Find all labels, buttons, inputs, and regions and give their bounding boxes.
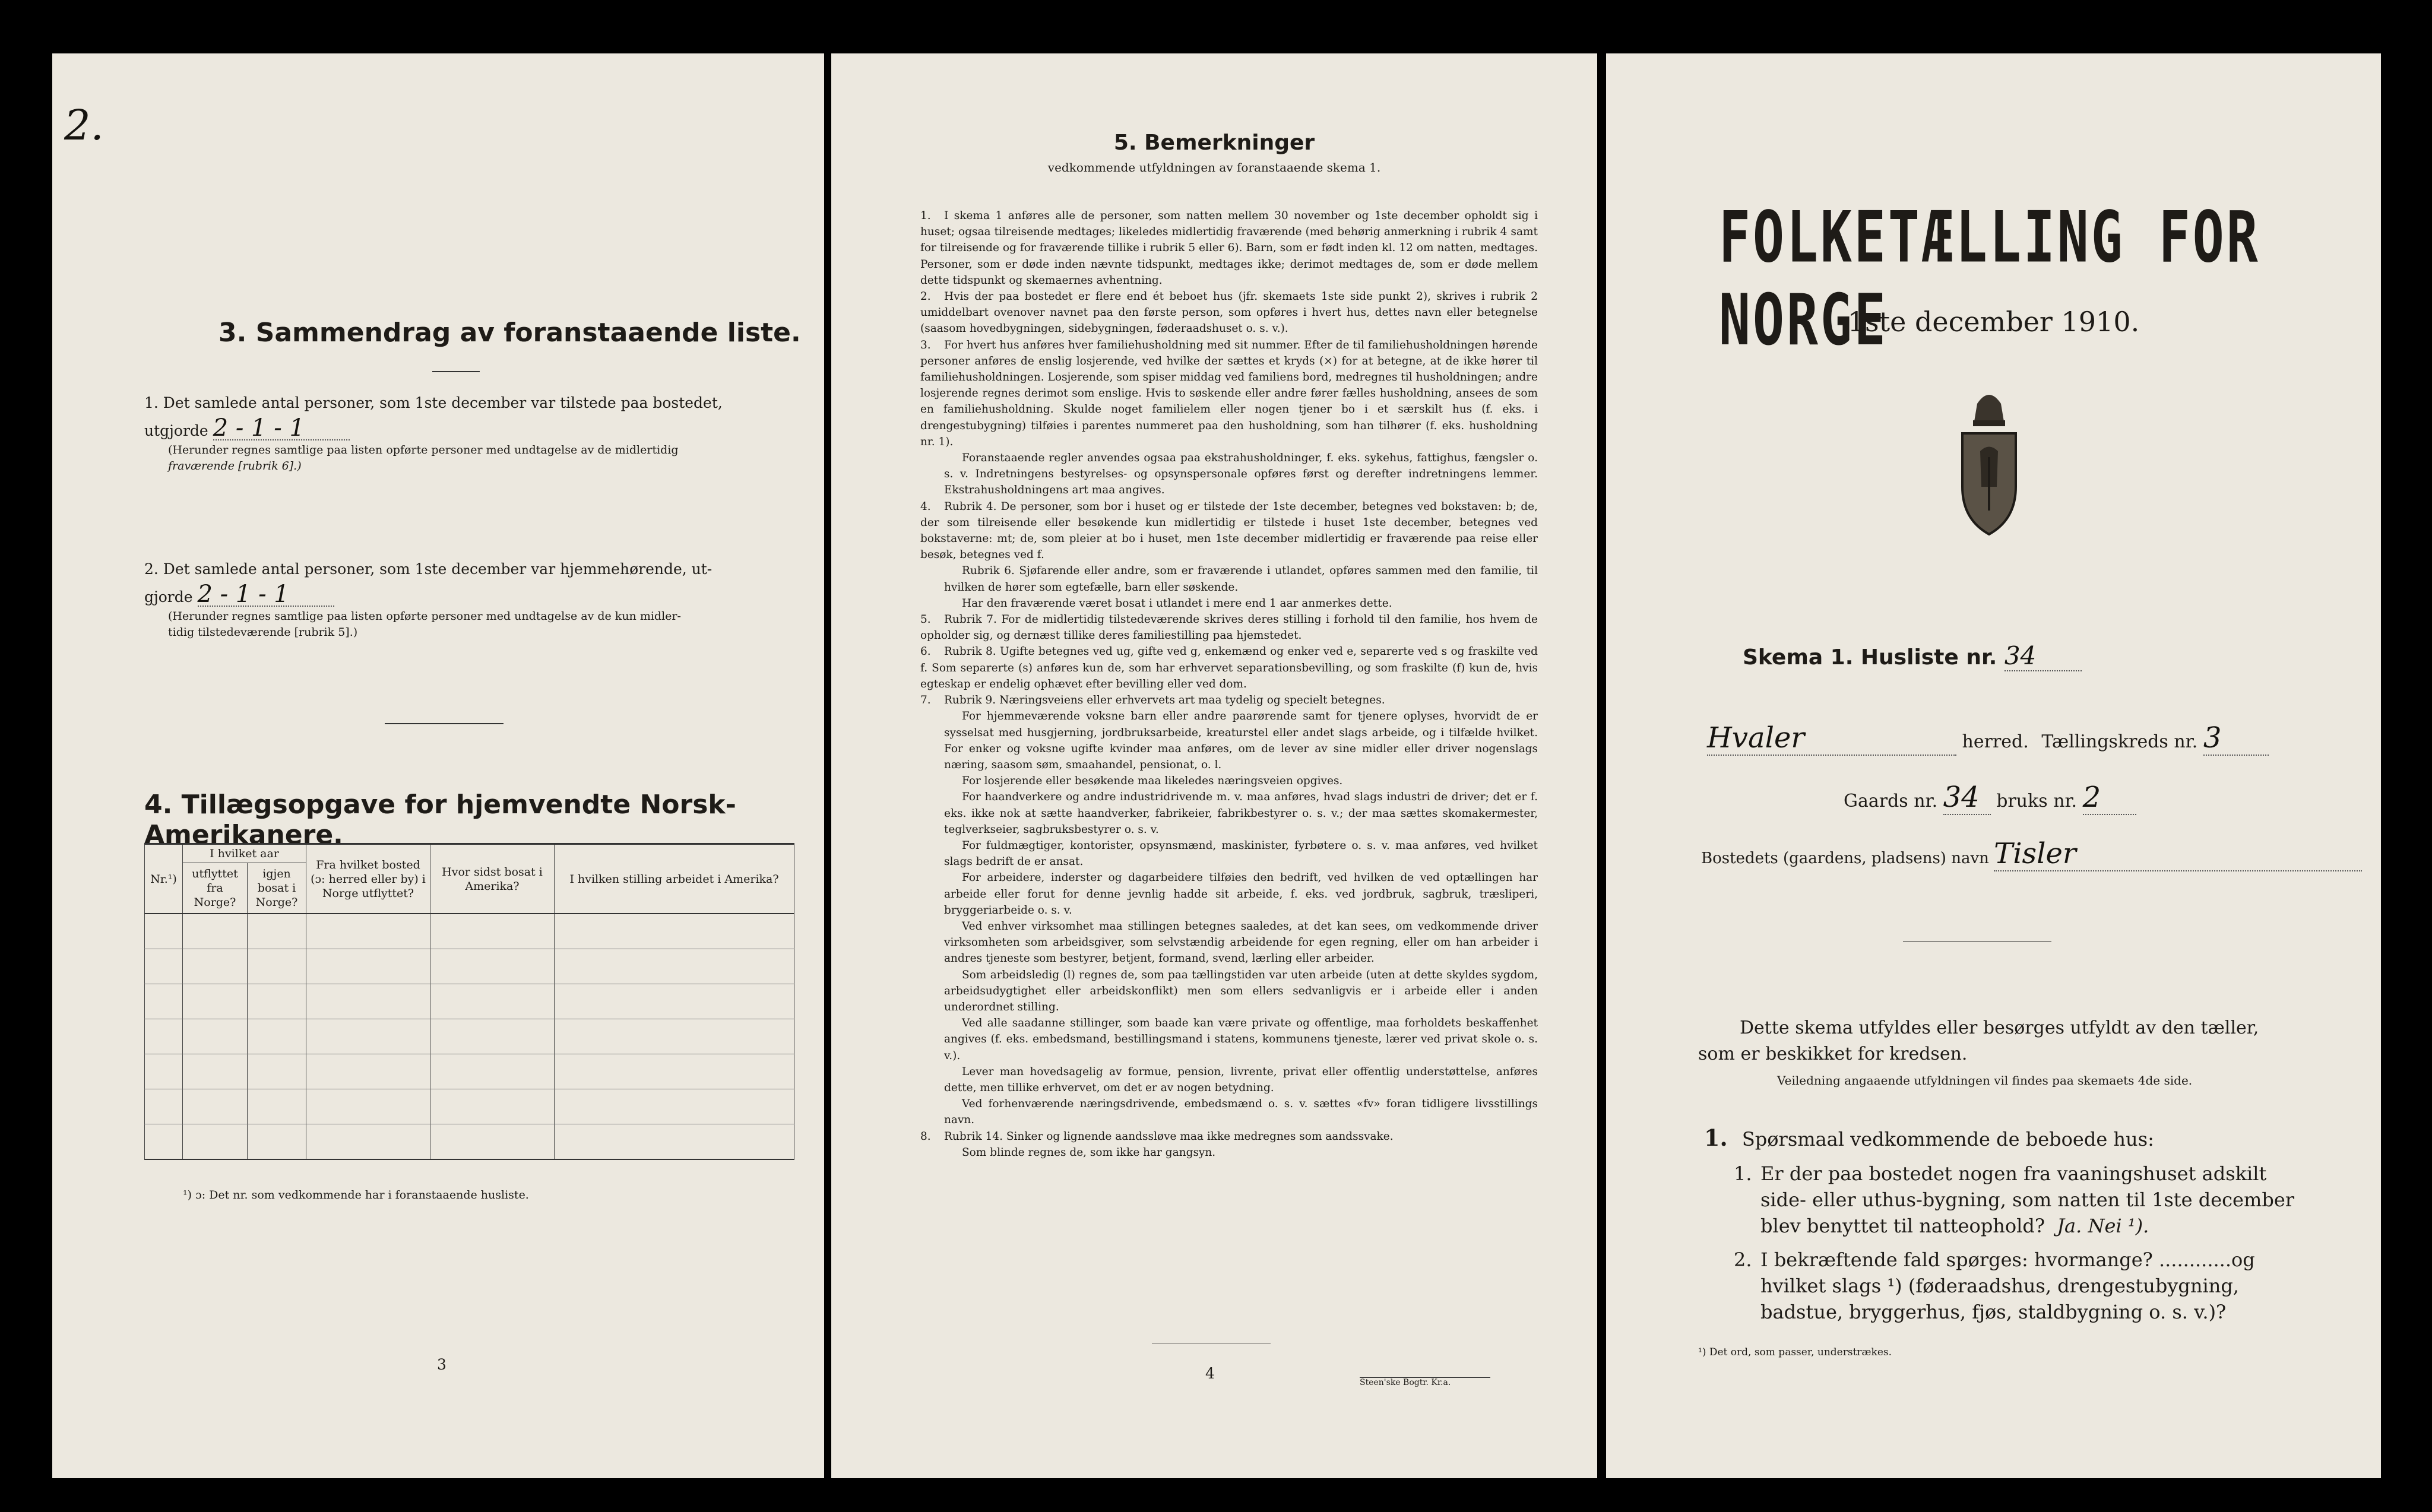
remark-text: Ved forhenværende næringsdrivende, embedsmænd o. s. v. sættes «fv» foran tidligere livsstillings navn. [944, 1098, 1538, 1127]
skema-line [1743, 641, 2082, 671]
remark-paragraph [920, 611, 1538, 644]
summary-item-2-text: 2. Det samlede antal personer, som 1ste december var hjemmehørende, ut- [144, 560, 712, 578]
census-title: FOLKETÆLLING FOR NORGE [1719, 196, 2260, 362]
questions-heading-num: 1. [1704, 1124, 1728, 1151]
question-2-text: I bekræftende fald spørges: hvormange? ............og hvilket slags ¹) (føderaadshus, drengestubygning, badstue, bryggerhus, fjøs, staldbygning o. s. v.)? [1760, 1248, 2255, 1323]
table-row [145, 984, 794, 1019]
remark-paragraph [920, 1145, 1538, 1161]
remark-paragraph [920, 870, 1538, 918]
remark-paragraph [920, 838, 1538, 870]
table-row [145, 1124, 794, 1160]
herred-label: herred. [1962, 731, 2029, 752]
remark-paragraph [920, 563, 1538, 595]
col-utflyttet: utflyttet fra Norge? [183, 863, 248, 914]
table-row [145, 1019, 794, 1054]
remark-text: For hjemmeværende voksne barn eller andre paarørende samt for tjenere oplyses, hvorvidt de er sysselsat med husgjerning, jordbruksarbeide, kreaturstel eller andet slags arbeide, og i tilfælde hvilket. For enker og voksne ugifte kvinder maa anføres, om de lever av sine midler eller driver nogenslags næring, saasom søm, smaahandel, pensionat, o. l. [944, 710, 1538, 771]
remark-paragraph [920, 967, 1538, 1016]
questions-heading-text: Spørsmaal vedkommende de beboede hus: [1741, 1128, 2154, 1150]
table-row [145, 1054, 794, 1089]
bosted-line [1701, 837, 2362, 871]
table-row [145, 949, 794, 984]
remark-number: 8. [920, 1130, 931, 1143]
section3-title: 3. Sammendrag av foranstaaende liste. [218, 318, 801, 348]
remark-paragraph [920, 1015, 1538, 1064]
remark-text: For hvert hus anføres hver familiehusholdning med sit nummer. Efter de til familiehusholdningen hørende personer anføres de enslig losjerende, ved hvilke der sættes et kryds (×) for at betegne, at de ikke hører til familiehusholdningen. Losjerende, som spiser middag ved familiens bord, medregnes til husholdningen; andre losjerende regnes derimot som enslige. Hvis to søskende eller andre fører fælles husholdning, ansees de som en familiehusholdning. Skulde noget familielem eller nogen tjener bo i et særskilt hus (f. eks. i drengestubygning) tilføies i parentes nummeret paa den husholdning, som han tilhører (f. eks. husholdning nr. 1). [920, 338, 1538, 448]
norway-coat-of-arms-icon [1950, 386, 2028, 540]
col-group-year: I hvilket aar [183, 844, 306, 863]
instructions-note: Veiledning angaaende utfyldningen vil findes paa skemaets 4de side. [1777, 1073, 2193, 1088]
table-footnote: ¹) ɔ: Det nr. som vedkommende har i foranstaaende husliste. [183, 1188, 529, 1202]
table-row [145, 914, 794, 949]
remarks-list [920, 208, 1538, 1161]
divider [432, 371, 480, 372]
question-1 [1734, 1161, 2304, 1239]
instructions: Dette skema utfyldes eller besørges utfyldt av den tæller, som er beskikket for kredsen. [1698, 1017, 2259, 1064]
summary-item-2-value: 2 - 1 - 1 [198, 583, 334, 607]
husliste-nr: 34 [2004, 641, 2082, 671]
col-hvor: Hvor sidst bosat i Amerika? [430, 844, 555, 914]
remark-text: Ved enhver virksomhet maa stillingen betegnes saaledes, at det kan sees, om vedkommende driver virksomheten som arbeidsgiver, som selvstændig arbeidende for egen regning, eller om han arbeider i andres tjeneste som bestyrer, betjent, formand, svend, lærling eller arbeider. [944, 920, 1538, 965]
remark-text: Lever man hovedsagelig av formue, pension, livrente, privat eller offentlig understøttelse, anføres dette, men tillike erhvervet, om det er av nogen betydning. [944, 1065, 1538, 1094]
summary-item-1-note-1: (Herunder regnes samtlige paa listen opførte personer med undtagelse av de midlertidig [168, 443, 679, 457]
remark-text: Rubrik 8. Ugifte betegnes ved ug, gifte ved g, enkemænd og enker ved e, separerte ved s og fraskilte ved f. Som separerte (s) anføres kun de, som har erhvervet separationsbevilling, og som fraskilte (f) kun de, hvis egteskap er endelig ophævet efter bevilling eller ved dom. [920, 645, 1538, 690]
summary-item-1-text: 1. Det samlede antal personer, som 1ste december var tilstede paa bostedet, [144, 394, 723, 411]
remark-text: Rubrik 9. Næringsveiens eller erhvervets art maa tydelig og specielt betegnes. [944, 694, 1385, 707]
remark-paragraph [920, 1129, 1538, 1145]
remark-number: 4. [920, 500, 931, 513]
remark-paragraph [920, 1096, 1538, 1128]
remark-text: Ved alle saadanne stillinger, som baade kan være private og offentlige, maa forholdets beskaffenhet angives (f. eks. embedsmand, bestillingsmand i statens, kommunens tjeneste, lærer ved privat skole o. s. v.). [944, 1017, 1538, 1062]
col-igjen: igjen bosat i Norge? [248, 863, 306, 914]
remark-number: 7. [920, 694, 931, 707]
remark-text: I skema 1 anføres alle de personer, som natten mellem 30 november og 1ste december opholdt sig i huset; ogsaa tilreisende medtages; likeledes midlertidig fraværende (med behørig anmerkning i rubrik 4 samt for tilreisende og for fraværende tillike i rubrik 5 eller 6). Barn, som er født inden kl. 12 om natten, medtages. Personer, som er døde inden nævnte tidspunkt, medtages ikke; derimot medtages de, som er døde mellem dette tidspunkt og skemaernes avhentning. [920, 210, 1538, 287]
skema-label: Skema 1. Husliste nr. [1743, 645, 1997, 670]
remark-number: 5. [920, 613, 931, 626]
question-1-text: Er der paa bostedet nogen fra vaaningshuset adskilt side- eller uthus-bygning, som natten til 1ste december blev benyttet til natteophold? [1760, 1162, 2295, 1237]
remark-number: 1. [920, 210, 931, 222]
page-3 [52, 53, 824, 1478]
remark-text: Hvis der paa bostedet er flere end ét beboet hus (jfr. skemaets 1ste side punkt 2), skrives i rubrik 2 umiddelbart ovenover navnet paa den første person, som opføres i hvert hus, dettes navn eller betegnelse (saasom hovedbygningen, sidebygningen, føderaadshuset o. s. v.). [920, 290, 1538, 335]
footnote: ¹) Det ord, som passer, understrækes. [1698, 1346, 1892, 1358]
bosted-label: Bostedets (gaardens, pladsens) navn [1701, 849, 1989, 867]
gaards-label: Gaards nr. [1844, 791, 1938, 812]
summary-item-1 [144, 392, 797, 474]
remarks-title: 5. Bemerkninger [1113, 131, 1315, 155]
page-1 [1606, 53, 2381, 1478]
section4-title: 4. Tillægsopgave for hjemvendte Norsk-Amerikanere. [144, 790, 736, 850]
summary-item-2 [144, 558, 797, 641]
divider [1903, 941, 2051, 942]
remark-paragraph [920, 337, 1538, 450]
remark-paragraph [920, 595, 1538, 611]
remark-paragraph [920, 450, 1538, 499]
remark-text: Rubrik 7. For de midlertidig tilstedeværende skrives deres stilling i forhold til den familie, hos hvem de opholder sig, og dernæst tillike deres familiestilling paa hjemstedet. [920, 613, 1538, 642]
remark-paragraph [920, 918, 1538, 967]
remark-paragraph [920, 773, 1538, 789]
col-stilling: I hvilken stilling arbeidet i Amerika? [555, 844, 794, 914]
remark-text: Rubrik 4. De personer, som bor i huset og er tilstede der 1ste december, betegnes ved bokstaven: b; de, der som tilreisende eller besøkende kun midlertidig er tilstede i huset 1ste december, betegnes ved bokstaverne: mt; de, som pleier at bo i huset, men 1ste december midlertidig er fraværende paa reise eller besøk, betegnes ved f. [920, 500, 1538, 562]
remark-number: 6. [920, 645, 931, 658]
remark-text: For fuldmægtiger, kontorister, opsynsmænd, maskinister, fyrbøtere o. s. v. maa anføres, ved hvilket slags bedrift de er ansat. [944, 839, 1538, 868]
remark-paragraph [920, 499, 1538, 563]
table-row [145, 1089, 794, 1124]
bruks-label: bruks nr. [1996, 791, 2078, 812]
norsk-amerikanere-table [144, 843, 794, 1160]
remark-text: For haandverkere og andre industridrivende m. v. maa anføres, hvad slags industri de driver; det er f. eks. ikke nok at sætte haandverker, fabrikeier, fabrikbestyrer o. s. v.; der maa sættes skomakermester, teglverkseier, sagbruksbestyrer o. s. v. [944, 791, 1538, 836]
summary-item-2-note-2: tidig tilstedeværende [rubrik 5].) [168, 626, 358, 639]
gaards-value: 34 [1943, 781, 1991, 815]
remark-text: Har den fraværende været bosat i utlandet i mere end 1 aar anmerkes dette. [962, 597, 1392, 610]
kreds-value: 3 [2203, 721, 2269, 756]
remark-number: 2. [920, 290, 931, 303]
question-2 [1734, 1247, 2304, 1325]
corner-handwritten-mark: 2. [64, 101, 104, 150]
remark-paragraph [920, 208, 1538, 289]
remark-paragraph [920, 708, 1538, 773]
remark-paragraph [920, 644, 1538, 692]
gaards-line [1844, 781, 2136, 815]
remark-text: Som arbeidsledig (l) regnes de, som paa tællingstiden var uten arbeide (uten at dette skyldes sygdom, arbeidsudygtighet eller arbeidskonflikt) men som ellers sedvanligvis er i arbeide eller i anden underordnet stilling. [944, 968, 1538, 1013]
col-fra: Fra hvilket bosted (ɔ: herred eller by) i Norge utflyttet? [306, 844, 430, 914]
remark-text: Rubrik 6. Sjøfarende eller andre, som er fraværende i utlandet, opføres sammen med den familie, til hvilken de hører som egtefælle, barn eller søskende. [944, 565, 1538, 594]
census-date: 1ste december 1910. [1847, 306, 2140, 338]
remark-paragraph [920, 789, 1538, 838]
remark-text: For losjerende eller besøkende maa likeledes næringsveien opgives. [962, 775, 1343, 788]
page-number: 3 [437, 1356, 446, 1373]
page-number: 4 [1205, 1365, 1215, 1382]
remark-number: 3. [920, 338, 931, 351]
question-1-answer: Ja. Nei ¹). [2057, 1215, 2149, 1237]
herred-value: Hvaler [1707, 721, 1956, 756]
col-nr: Nr.¹) [145, 844, 183, 914]
question-2-num: 2. [1734, 1248, 1752, 1271]
question-1-num: 1. [1734, 1162, 1752, 1185]
herred-line [1707, 721, 2301, 756]
summary-item-2-note-1: (Herunder regnes samtlige paa listen opførte personer med undtagelse av de kun midler- [168, 610, 681, 623]
summary-item-1-label: utgjorde [144, 422, 208, 439]
summary-item-1-value: 2 - 1 - 1 [213, 417, 350, 440]
remark-paragraph [920, 692, 1538, 708]
questions-heading [1704, 1125, 2154, 1152]
kreds-label: Tællingskreds nr. [2041, 731, 2198, 752]
bosted-value: Tisler [1994, 837, 2362, 871]
remark-text: Som blinde regnes de, som ikke har gangsyn. [962, 1146, 1216, 1159]
remark-text: Foranstaaende regler anvendes ogsaa paa ekstrahusholdninger, f. eks. sykehus, fattighus, fængsler o. s. v. Indretningens bestyrelses- og opsynspersonale opføres først og derefter indretningens lemmer. Ekstrahusholdningens art maa angives. [944, 452, 1538, 497]
printer-mark: Steen'ske Bogtr. Kr.a. [1360, 1377, 1490, 1387]
remarks-subtitle: vedkommende utfyldningen av foranstaaende skema 1. [1047, 160, 1381, 175]
summary-item-2-label: gjorde [144, 588, 193, 606]
bruks-value: 2 [2083, 781, 2136, 815]
summary-item-1-note-2: fraværende [rubrik 6].) [168, 459, 302, 473]
remark-paragraph [920, 1064, 1538, 1096]
remark-text: For arbeidere, inderster og dagarbeidere tilføies den bedrift, ved hvilken de ved optællingen har arbeide eller forut for denne jevnlig hadde sit arbeide, f. eks. ved jordbruk, sagbruk, træsliperi, bryggeriarbeide o. s. v. [944, 871, 1538, 917]
remark-paragraph [920, 289, 1538, 337]
divider [385, 723, 504, 724]
page-4 [831, 53, 1597, 1478]
remark-text: Rubrik 14. Sinker og lignende aandssløve maa ikke medregnes som aandssvake. [944, 1130, 1394, 1143]
